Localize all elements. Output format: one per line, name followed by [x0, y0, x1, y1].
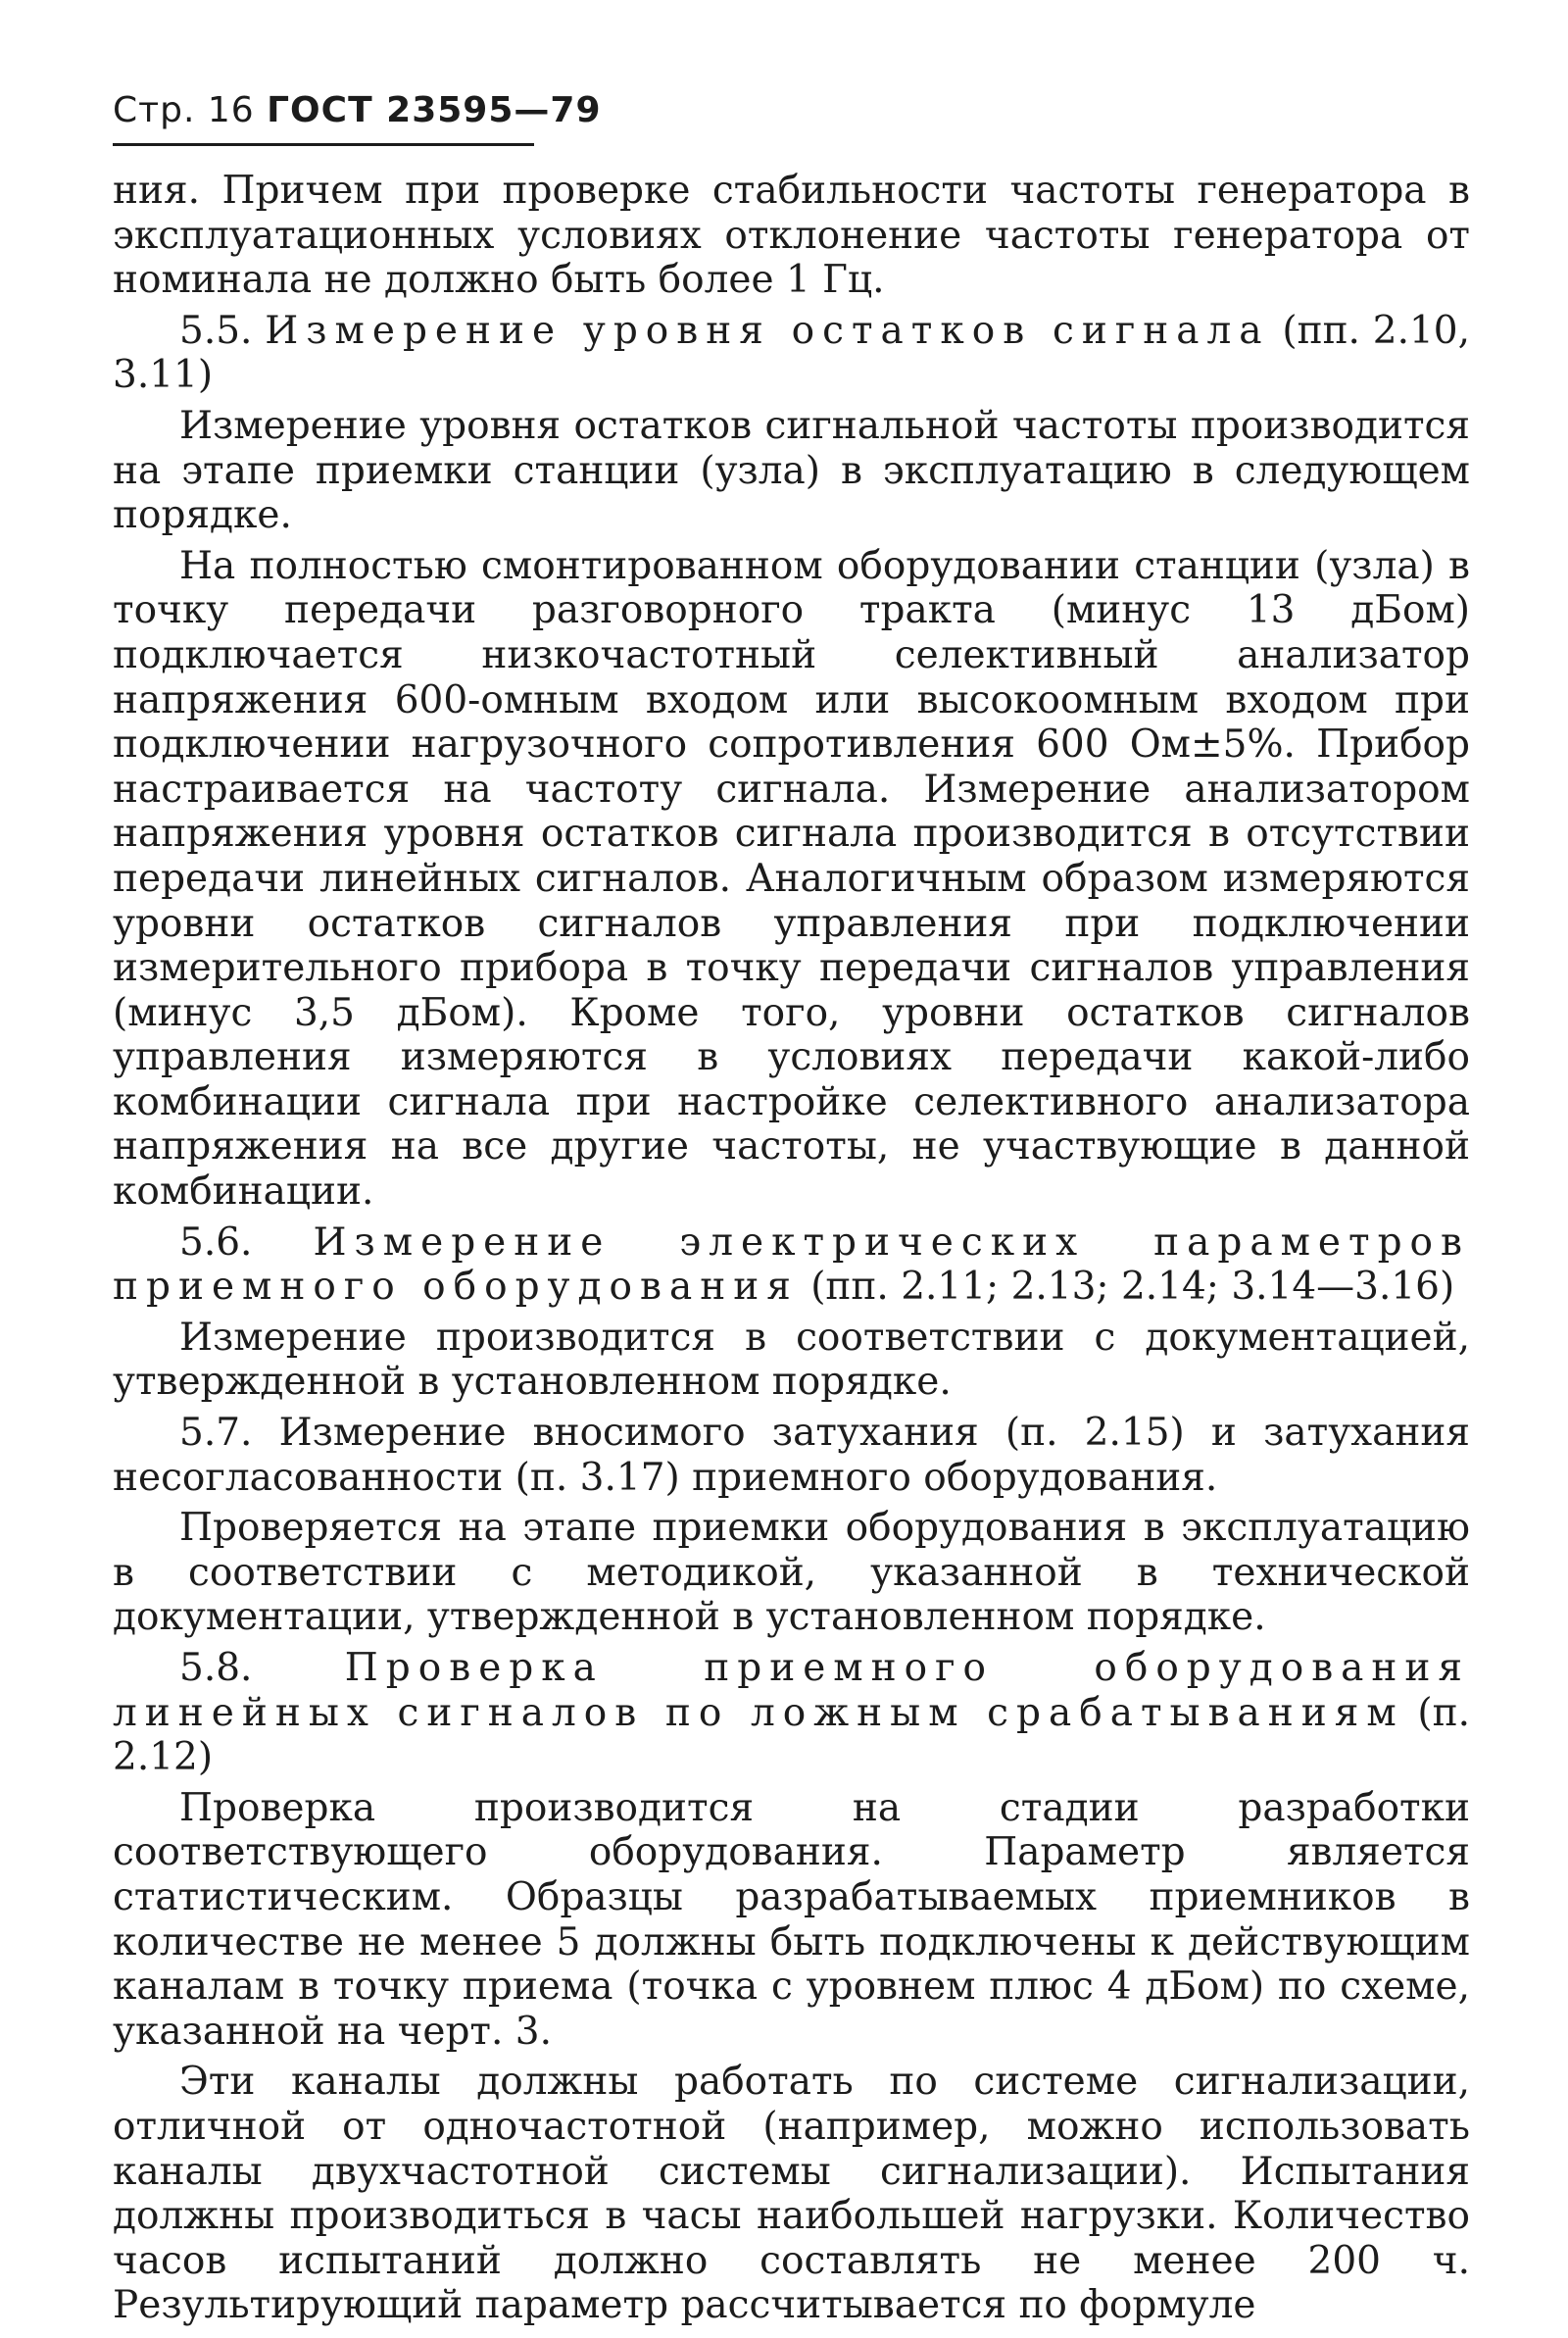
paragraph: Измерение производится в соответствии с документацией, утвержденной в установленном порядке. — [113, 1315, 1470, 1405]
paragraph: Измерение уровня остатков сигнальной частоты производится на этапе приемки станции (узла) в эксплуатацию в следующем порядке. — [113, 403, 1470, 538]
document-code: ГОСТ 23595—79 — [267, 90, 602, 130]
section-reference: (пп. 2.10, 3.11) — [113, 308, 1471, 398]
paragraph: Эти каналы должны работать по системе сигнализации, отличной от одночастотной (например, можно использовать каналы двухчастотной системы сигнализации). Испытания должны производиться в часы наибольшей нагрузки. Количество часов испытаний должно составлять не менее 200 ч. Результирующий параметр рассчитывается по формуле — [113, 2060, 1470, 2328]
section-5-7-heading: 5.7. Измерение вносимого затухания (п. 2.15) и затухания несогласованности (п. 3.17) приемного оборудования. — [113, 1411, 1470, 1500]
section-5-8-heading — [113, 1646, 1470, 1780]
section-5-6-heading — [113, 1220, 1470, 1310]
section-number: 5.6. — [179, 1219, 253, 1265]
section-number: 5.8. — [179, 1646, 253, 1690]
section-title: Измерение электрических параметров приемного оборудования — [113, 1219, 1470, 1310]
section-5-5-heading — [113, 309, 1470, 398]
section-number: 5.5. — [179, 308, 253, 353]
section-title: Проверка приемного оборудования линейных сигналов по ложным срабатываниям — [113, 1646, 1471, 1735]
header-rule — [113, 143, 534, 146]
paragraph: Проверяется на этапе приемки оборудования в эксплуатацию в соответствии с методикой, указанной в технической документации, утвержденной в установленном порядке. — [113, 1506, 1470, 1640]
paragraph: На полностью смонтированном оборудовании станции (узла) в точку передачи разговорного тракта (минус 13 дБом) подключается низкочастотный селективный анализатор напряжения 600-омным входом или высокоомным входом при подключении нагрузочного сопротивления 600 Ом±5%. Прибор настраивается на частоту сигнала. Измерение анализатором напряжения уровня остатков сигнала производится в отсутствии передачи линейных сигналов. Аналогичным образом измеряются уровни остатков сигналов управления при подключении измерительного прибора в точку передачи сигналов управления (минус 3,5 дБом). Кроме того, уровни остатков сигналов управления измеряются в условиях передачи какой-либо комбинации сигнала при настройке селективного анализатора напряжения на все другие частоты, не участвующие в данной комбинации. — [113, 543, 1470, 1215]
page-header — [113, 90, 602, 130]
section-title: Измерение уровня остатков сигнала — [265, 308, 1270, 353]
paragraph: Проверка производится на стадии разработки соответствующего оборудования. Параметр является статистическим. Образцы разрабатываемых приемников в количестве не менее 5 должны быть подключены к действующим каналам в точку приема (точка с уровнем плюс 4 дБом) по схеме, указанной на черт. 3. — [113, 1785, 1470, 2054]
section-reference: (пп. 2.11; 2.13; 2.14; 3.14—3.16) — [810, 1265, 1455, 1310]
paragraph-continuation: ния. Причем при проверке стабильности частоты генератора в эксплуатационных условиях отклонение частоты генератора от номинала не должно быть более 1 Гц. — [113, 169, 1470, 303]
page-number: Стр. 16 — [113, 90, 255, 130]
section-reference: (п. 2.12) — [113, 1690, 1470, 1780]
body-text — [113, 169, 1470, 2334]
